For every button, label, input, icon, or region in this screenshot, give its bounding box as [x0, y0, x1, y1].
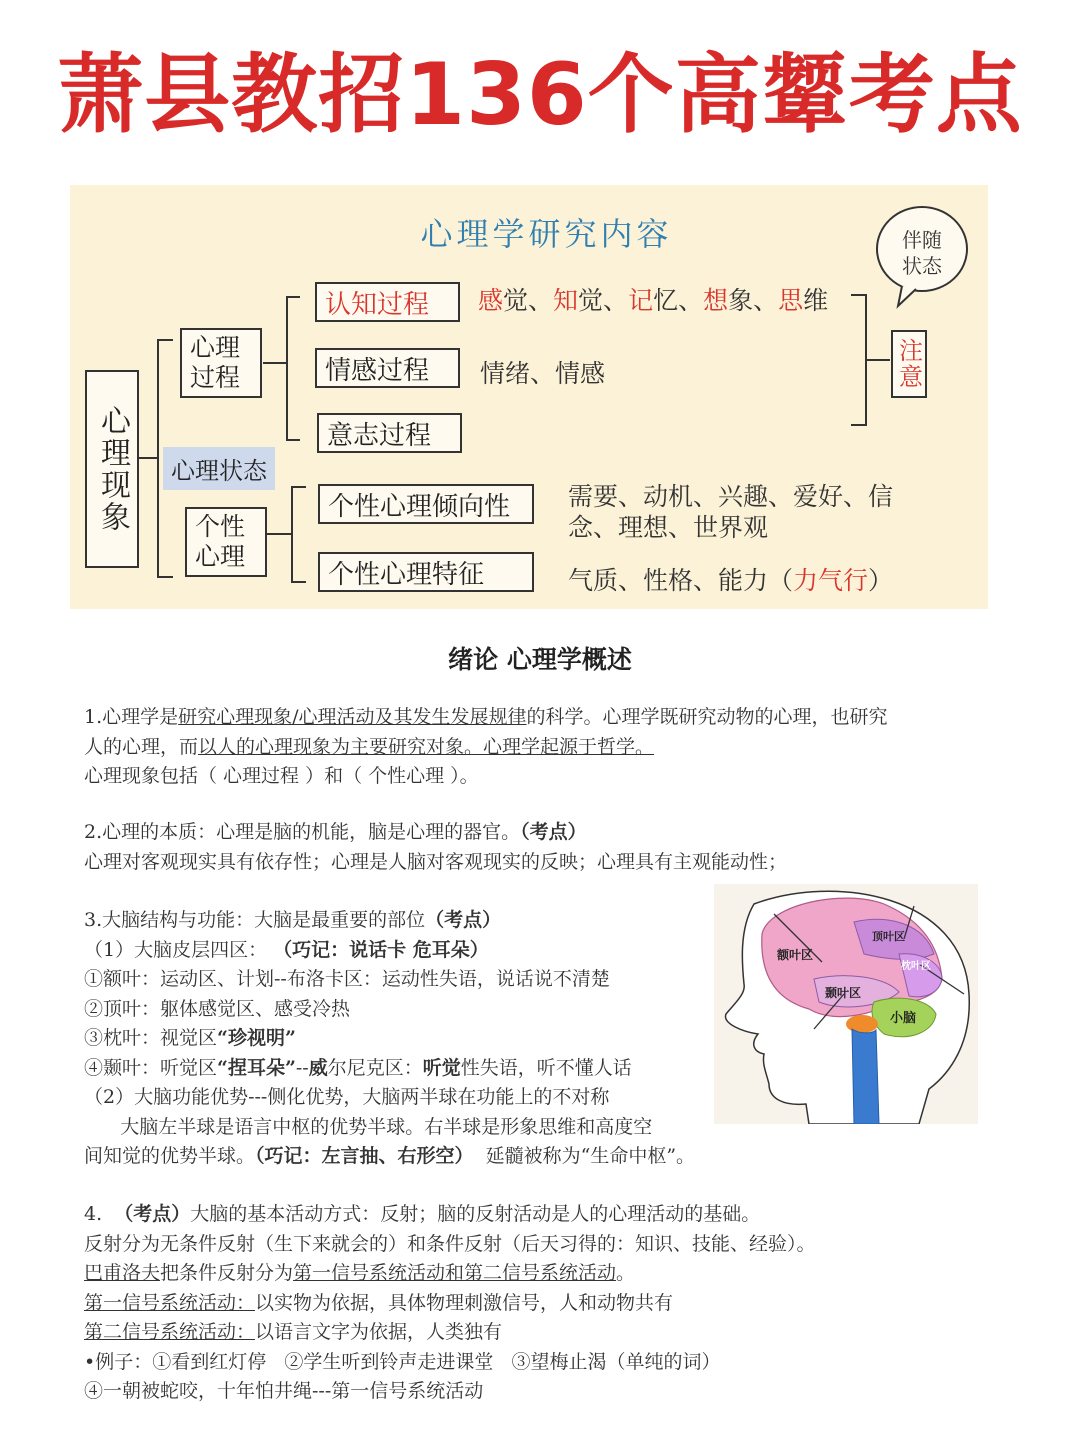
label-cerebellum: 小脑	[890, 1011, 917, 1026]
exam-point-tag: （考点）	[114, 1203, 191, 1225]
text: 心理现象包括（ 心理过程 ）和（ 个性心理 ）。	[84, 765, 479, 787]
underline-text: 巴甫洛夫	[84, 1262, 161, 1284]
underline-text: 第一信号系统活动：	[84, 1291, 256, 1314]
text: 大脑左半球是语言中枢的优势半球。右半球是形象思维和高度空	[84, 1115, 653, 1138]
para-2	[84, 818, 787, 877]
traits-content	[568, 561, 893, 597]
text: 间知觉的优势半球。	[84, 1145, 256, 1167]
brain-diagram	[714, 884, 978, 1124]
label-frontal: 额叶区	[777, 948, 814, 962]
traits-close: ）	[868, 566, 894, 595]
mnemonic: （巧记：说话卡 危耳朵）	[273, 938, 489, 961]
cognition-items: 感觉、知觉、记忆、想象、思维	[478, 286, 829, 315]
para-4	[84, 1200, 816, 1407]
mnemonic: “捏耳朵”	[217, 1056, 296, 1079]
text: ④颞叶：听觉区	[84, 1056, 218, 1079]
underline-text: 第一信号系统活动和第二信号系统活动	[293, 1262, 617, 1284]
text: （1）大脑皮层四区：	[84, 938, 274, 961]
text: •例子：①看到红灯停 ②学生听到铃声走进课堂 ③望梅止渴（单纯的词）	[84, 1350, 721, 1373]
text: ③枕叶：视觉区	[84, 1027, 218, 1049]
text: ①额叶：运动区、计划--布洛卡区：运动性失语，说话说不清楚	[84, 968, 610, 990]
label-parietal: 顶叶区	[872, 930, 905, 943]
para-3	[84, 906, 695, 1172]
bubble-line2: 状态	[902, 254, 942, 278]
diagram-title: 心理学研究内容	[420, 215, 673, 253]
tendency-line2: 念、理想、世界观	[568, 513, 769, 542]
text: ④一朝被蛇咬，十年怕井绳---第一信号系统活动	[84, 1380, 484, 1402]
brain-illustration	[714, 884, 978, 1124]
section-title: 绪论 心理学概述	[448, 645, 632, 674]
text: 反射分为无条件反射（生下来就会的）和条件反射（后天习得的：知识、技能、经验）。	[84, 1232, 816, 1255]
text: 。	[616, 1262, 636, 1284]
text: 威	[308, 1056, 328, 1079]
underline-text: 第二信号系统活动：	[84, 1321, 256, 1343]
page-title: 萧县教招136个高颦考点	[57, 45, 1023, 145]
bubble-line1: 伴随	[902, 228, 942, 252]
mnemonic: “珍视明”	[217, 1027, 296, 1049]
emotion-box: 情感过程	[315, 348, 460, 388]
text: 2.心理的本质：心理是脑的机能，脑是心理的器官。	[84, 821, 521, 843]
label-occipital: 枕叶区	[901, 961, 931, 972]
exam-point-tag: （考点）	[425, 909, 502, 931]
label-temporal: 颞叶区	[825, 986, 862, 1000]
text: 的科学。心理学既研究动物的心理，也研究	[526, 706, 888, 728]
text: 人的心理，而	[84, 735, 199, 758]
para-1	[84, 703, 888, 792]
tendency-box: 个性心理倾向性	[318, 484, 534, 524]
mnemonic: （巧记：左言抽、右形空）	[255, 1145, 474, 1167]
text: 尔尼克区：	[327, 1056, 423, 1079]
text: 把条件反射分为	[160, 1262, 294, 1284]
text: 大脑的基本活动方式：反射；脑的反射活动是人的心理活动的基础。	[190, 1203, 761, 1225]
attention-box: 注意	[891, 330, 927, 398]
text: 以实物为依据，具体物理刺激信号，人和动物共有	[255, 1291, 674, 1314]
tendency-line1: 需要、动机、兴趣、爱好、信	[568, 482, 894, 511]
exam-point-tag: （考点）	[520, 821, 587, 843]
root-box: 心理现象	[85, 370, 139, 568]
traits-text: 气质、性格、能力（	[568, 566, 794, 595]
text: 性失语，听不懂人话	[460, 1056, 632, 1079]
text: （2）大脑功能优势---侧化优势，大脑两半球在功能上的不对称	[84, 1086, 610, 1108]
cognition-box: 认知过程	[315, 282, 460, 322]
psychology-diagram	[70, 185, 988, 609]
underline-text: 以人的心理现象为主要研究对象。心理学起源于哲学。	[198, 735, 655, 758]
traits-box: 个性心理特征	[318, 552, 534, 592]
text: 4.	[84, 1203, 115, 1225]
underline-text: 研究心理现象/心理活动及其发生发展规律	[178, 706, 527, 728]
text: ②顶叶：躯体感觉区、感受冷热	[84, 997, 351, 1020]
personality-box: 个性心理	[185, 507, 267, 577]
bubble-note	[882, 227, 962, 279]
process-box: 心理过程	[180, 328, 262, 398]
text: --	[295, 1056, 309, 1079]
emotion-content: 情绪、情感	[480, 359, 606, 388]
state-label: 心理状态	[163, 447, 275, 490]
text: 听觉	[422, 1056, 461, 1079]
text: 1.心理学是	[84, 706, 179, 728]
text: 以语言文字为依据，人类独有	[255, 1321, 503, 1343]
traits-mnemonic: 力气行	[793, 566, 869, 595]
text: 心理对客观现实具有依存性；心理是人脑对客观现实的反映；心理具有主观能动性；	[84, 850, 788, 873]
text: 3.大脑结构与功能：大脑是最重要的部位	[84, 909, 426, 931]
text: 延髓被称为“生命中枢”。	[473, 1145, 696, 1167]
will-box: 意志过程	[317, 413, 462, 453]
